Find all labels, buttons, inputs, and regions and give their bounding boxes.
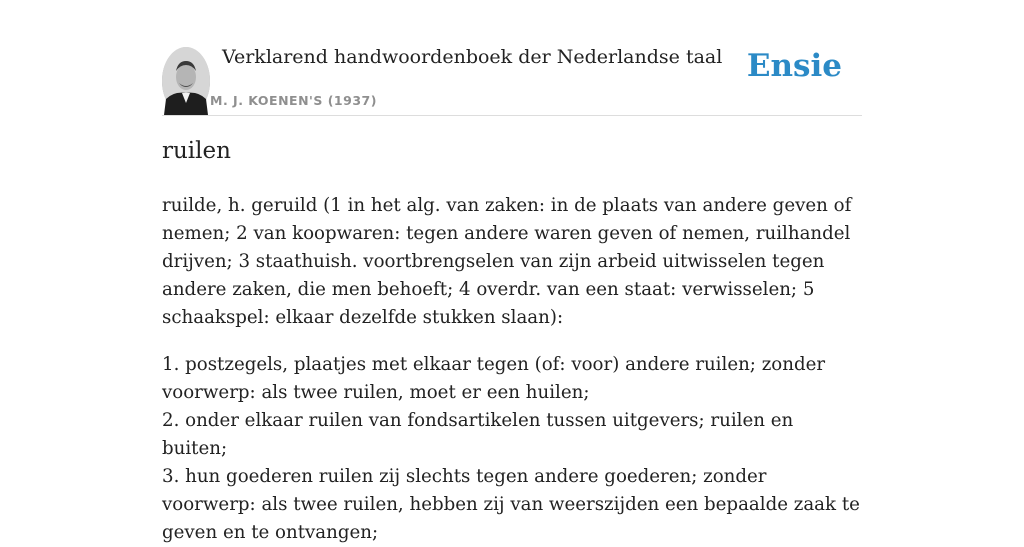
example-item: 1. postzegels, plaatjes met elkaar tegen (of: voor) andere ruilen; zonder voorwerp: als twee ruilen, moet er een huilen; [162, 354, 826, 403]
site-header [162, 40, 862, 116]
entry-body [162, 192, 862, 547]
entry-examples [162, 351, 862, 547]
example-item: 2. onder elkaar ruilen van fondsartikelen tussen uitgevers; ruilen en buiten; [162, 410, 794, 459]
entry-headword: ruilen [162, 138, 231, 164]
portrait-image [162, 47, 210, 115]
entry-definition: ruilde, h. geruild (1 in het alg. van zaken: in de plaats van andere geven of nemen; 2 van koopwaren: tegen andere waren geven of nemen, ruilhandel drijven; 3 staathuish. voortbrengselen van zijn arbeid uitwisselen tegen andere zaken, die men behoeft; 4 overdr. van een staat: verwisselen; 5 schaakspel: elkaar dezelfde stukken slaan): [162, 195, 852, 328]
book-title: Verklarend handwoordenboek der Nederlandse taal [222, 46, 723, 68]
author-subtitle: M. J. KOENEN'S (1937) [210, 93, 377, 108]
author-portrait [162, 47, 210, 115]
brand-logo-link[interactable]: Ensie [746, 48, 842, 84]
example-item: 3. hun goederen ruilen zij slechts tegen andere goederen; zonder voorwerp: als twee ruilen, hebben zij van weerszijden een bepaalde zaak te geven en te ontvangen; [162, 466, 860, 543]
